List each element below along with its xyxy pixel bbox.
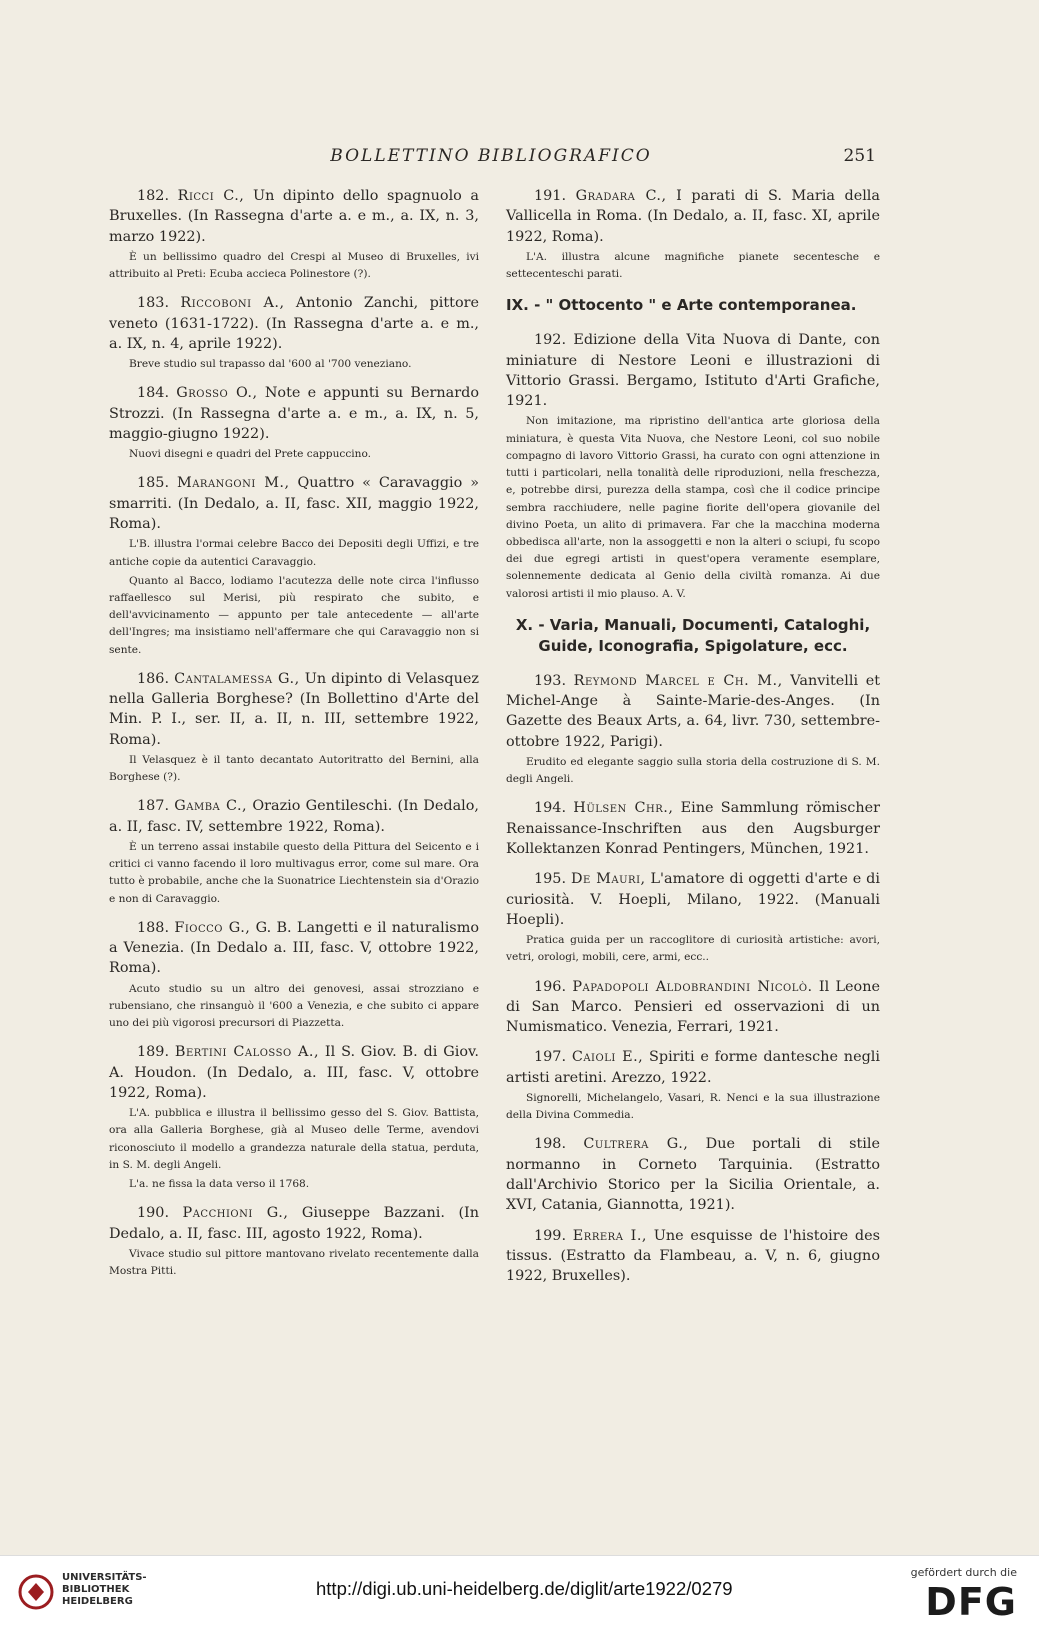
entry-title: Quattro « Caravaggio » smarriti. (In Dedalo, a. II, fasc. XII, maggio 1922, Roma). [109, 475, 479, 533]
entry-author: Pacchioni G., [182, 1205, 289, 1222]
entry-number: 185. [137, 475, 177, 492]
section-x-heading-line1: X. - Varia, Manuali, Documenti, Cataloghi, [515, 615, 871, 634]
library-name [62, 1572, 147, 1608]
entry-reference [109, 1042, 479, 1103]
entry-annotation: Vivace studio sul pittore mantovano rivelato recentemente dalla Mostra Pitti. [109, 1247, 479, 1277]
entry-number: 194. [534, 800, 574, 817]
bibliography-entry [506, 1226, 880, 1287]
bibliography-entry [109, 186, 479, 283]
entry-title: Note e appunti su Bernardo Strozzi. (In Rassegna d'arte a. e m., a. IX, n. 5, maggio-giugno 1922). [109, 385, 479, 442]
entry-title: Il Leone di San Marco. Pensieri ed osservazioni di un Numismatico. Venezia, Ferrari, 1921. [506, 978, 880, 1036]
entry-number: 188. [137, 919, 175, 936]
page-number: 251 [843, 146, 876, 166]
entry-reference [506, 798, 880, 859]
bibliography-entry [109, 1203, 479, 1280]
entry-number: 184. [137, 385, 177, 402]
bibliography-entry [506, 869, 880, 966]
running-header [106, 146, 876, 170]
university-seal-icon [18, 1574, 54, 1610]
entry-title: Due portali di stile normanno in Corneto Tarquinia. (Estratto dall'Archivio Storico per la Sicilia Orientale, a. XVI, Catania, Giannotta, 1921). [506, 1136, 880, 1214]
entry-annotation: Quanto al Bacco, lodiamo l'acutezza delle note circa l'influsso raffaellesco sul Merisi, più respirato che subito, e dell'avvicinamento — appunto per tale antecedente — all'arte dell'Ingres; ma insistiamo nell'affermare che qui Caravaggio non si sente. [109, 574, 479, 656]
entry-number: 182. [137, 188, 178, 204]
entry-reference [506, 1226, 880, 1287]
entry-author: De Mauri, [570, 871, 646, 888]
entry-reference [506, 1134, 880, 1215]
entry-title: G. B. Langetti e il naturalismo a Venezia. (In Dedalo a. III, fasc. V, ottobre 1922, Roma). [109, 919, 480, 977]
entry-author: Cultrera G., [583, 1136, 689, 1153]
entry-number: 183. [137, 295, 181, 312]
entry-reference [109, 918, 479, 979]
entry-author: Ricci C., [177, 188, 245, 204]
entry-title: Vanvitelli et Michel-Ange à Sainte-Marie-des-Anges. (In Gazette des Beaux Arts, a. 64, livr. 730, settembre-ottobre 1922, Parigi). [506, 672, 880, 750]
entry-reference [506, 869, 880, 930]
library-name-line: HEIDELBERG [62, 1596, 133, 1607]
section-x-heading [506, 615, 880, 657]
entry-annotation: L'A. pubblica e illustra il bellissimo gesso del S. Giov. Battista, ora alla Galleria Borghese, già al Museo delle Terme, avendovi riconosciuto il modello a grandezza naturale della statua, perduta, in S. M. degli Angeli. [109, 1107, 479, 1171]
entry-number: 198. [534, 1136, 584, 1153]
entry-reference [109, 383, 479, 444]
entry-reference [109, 1203, 479, 1244]
entry-annotation: Il Velasquez è il tanto decantato Autoritratto del Bernini, alla Borghese (?). [109, 753, 479, 784]
entry-author: Riccoboni A., [180, 295, 285, 312]
entry-reference [109, 293, 479, 354]
library-name-line: UNIVERSITÄTS- [62, 1572, 147, 1583]
entry-title: Un dipinto di Velasquez nella Galleria Borghese? (In Bollettino d'Arte del Min. P. I., ser. II, a. II, n. III, settembre 1922, Roma). [109, 670, 480, 748]
entry-author: Marangoni M., [176, 475, 290, 492]
left-column [109, 186, 479, 1290]
entry-reference [109, 669, 479, 750]
entry-annotation: Nuovi disegni e quadri del Prete cappuccino. [129, 448, 372, 461]
entry-annotation: L'B. illustra l'ormai celebre Bacco dei Depositi degli Uffizi, e tre antiche copie da autentici Caravaggio. [109, 538, 479, 568]
entry-title: Antonio Zanchi, pittore veneto (1631-1722). (In Rassegna d'arte a. e m., a. IX, n. 4, aprile 1922). [109, 295, 480, 352]
entry-author: Reymond Marcel e Ch. M., [573, 672, 783, 689]
bibliography-entry [109, 383, 479, 463]
bibliography-entry [506, 977, 880, 1038]
section-x-entries [506, 671, 880, 1287]
entry-title: Une esquisse de l'histoire des tissus. (Estratto da Flambeau, a. V, n. 6, giugno 1922, Bruxelles). [506, 1227, 881, 1285]
entry-annotation: È un terreno assai instabile questo della Pittura del Seicento e i critici ci vanno facendo il loro multivagus error, come sul mare. Ora tutto è probabile, anche che la Suonatrice Liechtenstein sia d'Orazio e non di Caravaggio. [109, 840, 479, 905]
entry-number: 193. [534, 672, 574, 689]
bibliography-entry [506, 1134, 880, 1215]
entry-title: Giuseppe Bazzani. (In Dedalo, a. II, fasc. III, agosto 1922, Roma). [109, 1205, 480, 1242]
entry-number: 196. [534, 978, 573, 995]
entry-annotation: Acuto studio su un altro dei genovesi, assai strozziano e rubensiano, che rinsanguò il '600 a Venezia, e che subito ci appare uno dei più vigorosi precursori di Piazzetta. [109, 982, 479, 1030]
dfg-logo: DFG [925, 1580, 1017, 1624]
entry-title: Edizione della Vita Nuova di Dante, con miniature di Nestore Leoni e illustrazioni di Vittorio Grassi. Bergamo, Istituto d'Arti Grafiche, 1921. [506, 332, 880, 410]
bibliography-entry [109, 918, 479, 1033]
entry-number: 191. [534, 188, 576, 204]
entry-annotation: Breve studio sul trapasso dal '600 al '700 veneziano. [129, 358, 412, 371]
entry-number: 195. [534, 871, 571, 888]
entry-number: 187. [137, 798, 175, 815]
entry-author: Cantalamessa G., [174, 670, 300, 687]
bibliography-entry [506, 330, 880, 602]
section-x-heading-line2: Guide, Iconografia, Spigolature, ecc. [538, 636, 848, 655]
entry-annotation: L'a. ne fissa la data verso il 1768. [129, 1178, 310, 1190]
journal-title: BOLLETTINO BIBLIOGRAFICO [330, 146, 652, 166]
entry-annotation: È un bellissimo quadro del Crespi al Museo di Bruxelles, ivi attribuito al Preti: Ecuba accieca Polinestore (?). [109, 250, 479, 281]
entry-author: Gradara C., [575, 188, 667, 204]
entry-title: Eine Sammlung römischer Renaissance-Inschriften aus den Augsburger Kollektanzen Konrad Pentingers, München, 1921. [506, 800, 880, 857]
entry-number: 189. [137, 1044, 175, 1061]
entry-annotation: Non imitazione, ma ripristino dell'antica arte gloriosa della miniatura, è questa Vita Nuova, che Nestore Leoni, col suo nobile compagno di lavoro Vittorio Grassi, ha curato con ogni attenzione in tutti i particolari, nella tonalità delle riproduzioni, nella freschezza, e, potrebbe dirsi, purezza della stampa, così che il codice principe sembra racchiudere, nelle pagine fiorite dell'opera giovanile del divino Poeta, un alito di primavera. Far che la macchina moderna obbedisca all'arte, non la assoggetti e non la alteri o sciupi, fu scopo dei due egregi artisti in quest'opera veramente esemplare, solennemente dedicata al Genio della civiltà romanza. Ai due valorosi artisti il mio plauso. A. V. [506, 415, 880, 600]
entry-author: Papadopoli Aldobrandini Nicolò. [572, 978, 813, 995]
entry-title: L'amatore di oggetti d'arte e di curiosità. V. Hoepli, Milano, 1922. (Manuali Hoepli). [506, 871, 880, 928]
entry-author: Fiocco G., [174, 919, 251, 936]
bibliography-entry [109, 669, 479, 787]
entry-annotation: L'A. illustra alcune magnifiche pianete secentesche e settecenteschi parati. [506, 250, 880, 281]
entry-reference [109, 473, 479, 534]
entry-reference [109, 796, 479, 837]
entry-author: Bertini Calosso A., [174, 1044, 320, 1061]
entry-annotation: Signorelli, Michelangelo, Vasari, R. Nenci e la sua illustrazione della Divina Commedia. [506, 1091, 880, 1122]
entry-title: Orazio Gentileschi. (In Dedalo, a. II, fasc. IV, settembre 1922, Roma). [109, 798, 479, 835]
right-column-top-entries [506, 186, 880, 283]
entry-number: 190. [137, 1205, 183, 1222]
entry-number: 192. [534, 332, 574, 349]
entry-author: Hülsen Chr., [573, 800, 674, 817]
entry-author: Grosso O., [176, 385, 258, 402]
document-url-link[interactable]: http://digi.ub.uni-heidelberg.de/diglit/arte1922/0279 [316, 1578, 733, 1599]
entry-reference [506, 330, 880, 411]
entry-reference [506, 186, 880, 247]
entry-title: Un dipinto dello spagnuolo a Bruxelles. (In Rassegna d'arte a. e m., a. IX, n. 3, marzo 1922). [109, 188, 479, 245]
entry-author: Caioli E., [571, 1049, 644, 1066]
entry-title: Il S. Giov. B. di Giov. A. Houdon. (In Dedalo, a. III, fasc. V, ottobre 1922, Roma). [109, 1044, 479, 1101]
bibliography-entry [109, 293, 479, 373]
entry-number: 186. [137, 670, 175, 687]
entry-reference [506, 1047, 880, 1088]
bibliography-entry [506, 798, 880, 859]
bibliography-entry [109, 1042, 479, 1193]
entry-annotation: Pratica guida per un raccoglitore di curiosità artistiche: avori, vetri, orologi, mobili, cere, armi, ecc.. [506, 934, 880, 964]
entry-author: Gamba C., [174, 798, 248, 815]
entry-reference [506, 671, 880, 752]
viewer-footer [0, 1555, 1039, 1631]
entry-reference [506, 977, 880, 1038]
entry-author: Errera I., [572, 1227, 647, 1244]
bibliography-entry [506, 671, 880, 789]
funding-caption: gefördert durch die [910, 1566, 1017, 1579]
section-ix-heading: IX. - " Ottocento " e Arte contemporanea. [506, 296, 857, 315]
entry-number: 199. [534, 1227, 573, 1244]
entry-annotation: Erudito ed elegante saggio sulla storia della costruzione di S. M. degli Angeli. [506, 755, 880, 786]
bibliography-entry [506, 186, 880, 283]
bibliography-entry [506, 1047, 880, 1124]
entry-number: 197. [534, 1049, 572, 1066]
bibliography-entry [109, 796, 479, 907]
library-name-line: BIBLIOTHEK [62, 1584, 130, 1595]
bibliography-entry [109, 473, 479, 658]
entry-title: Spiriti e forme dantesche negli artisti aretini. Arezzo, 1922. [506, 1049, 880, 1086]
entry-reference [109, 186, 479, 247]
section-ix-entries [506, 330, 880, 602]
entry-title: I parati di S. Maria della Vallicella in Roma. (In Dedalo, a. II, fasc. XI, aprile 1922, Roma). [506, 188, 880, 245]
right-column [506, 186, 880, 1296]
